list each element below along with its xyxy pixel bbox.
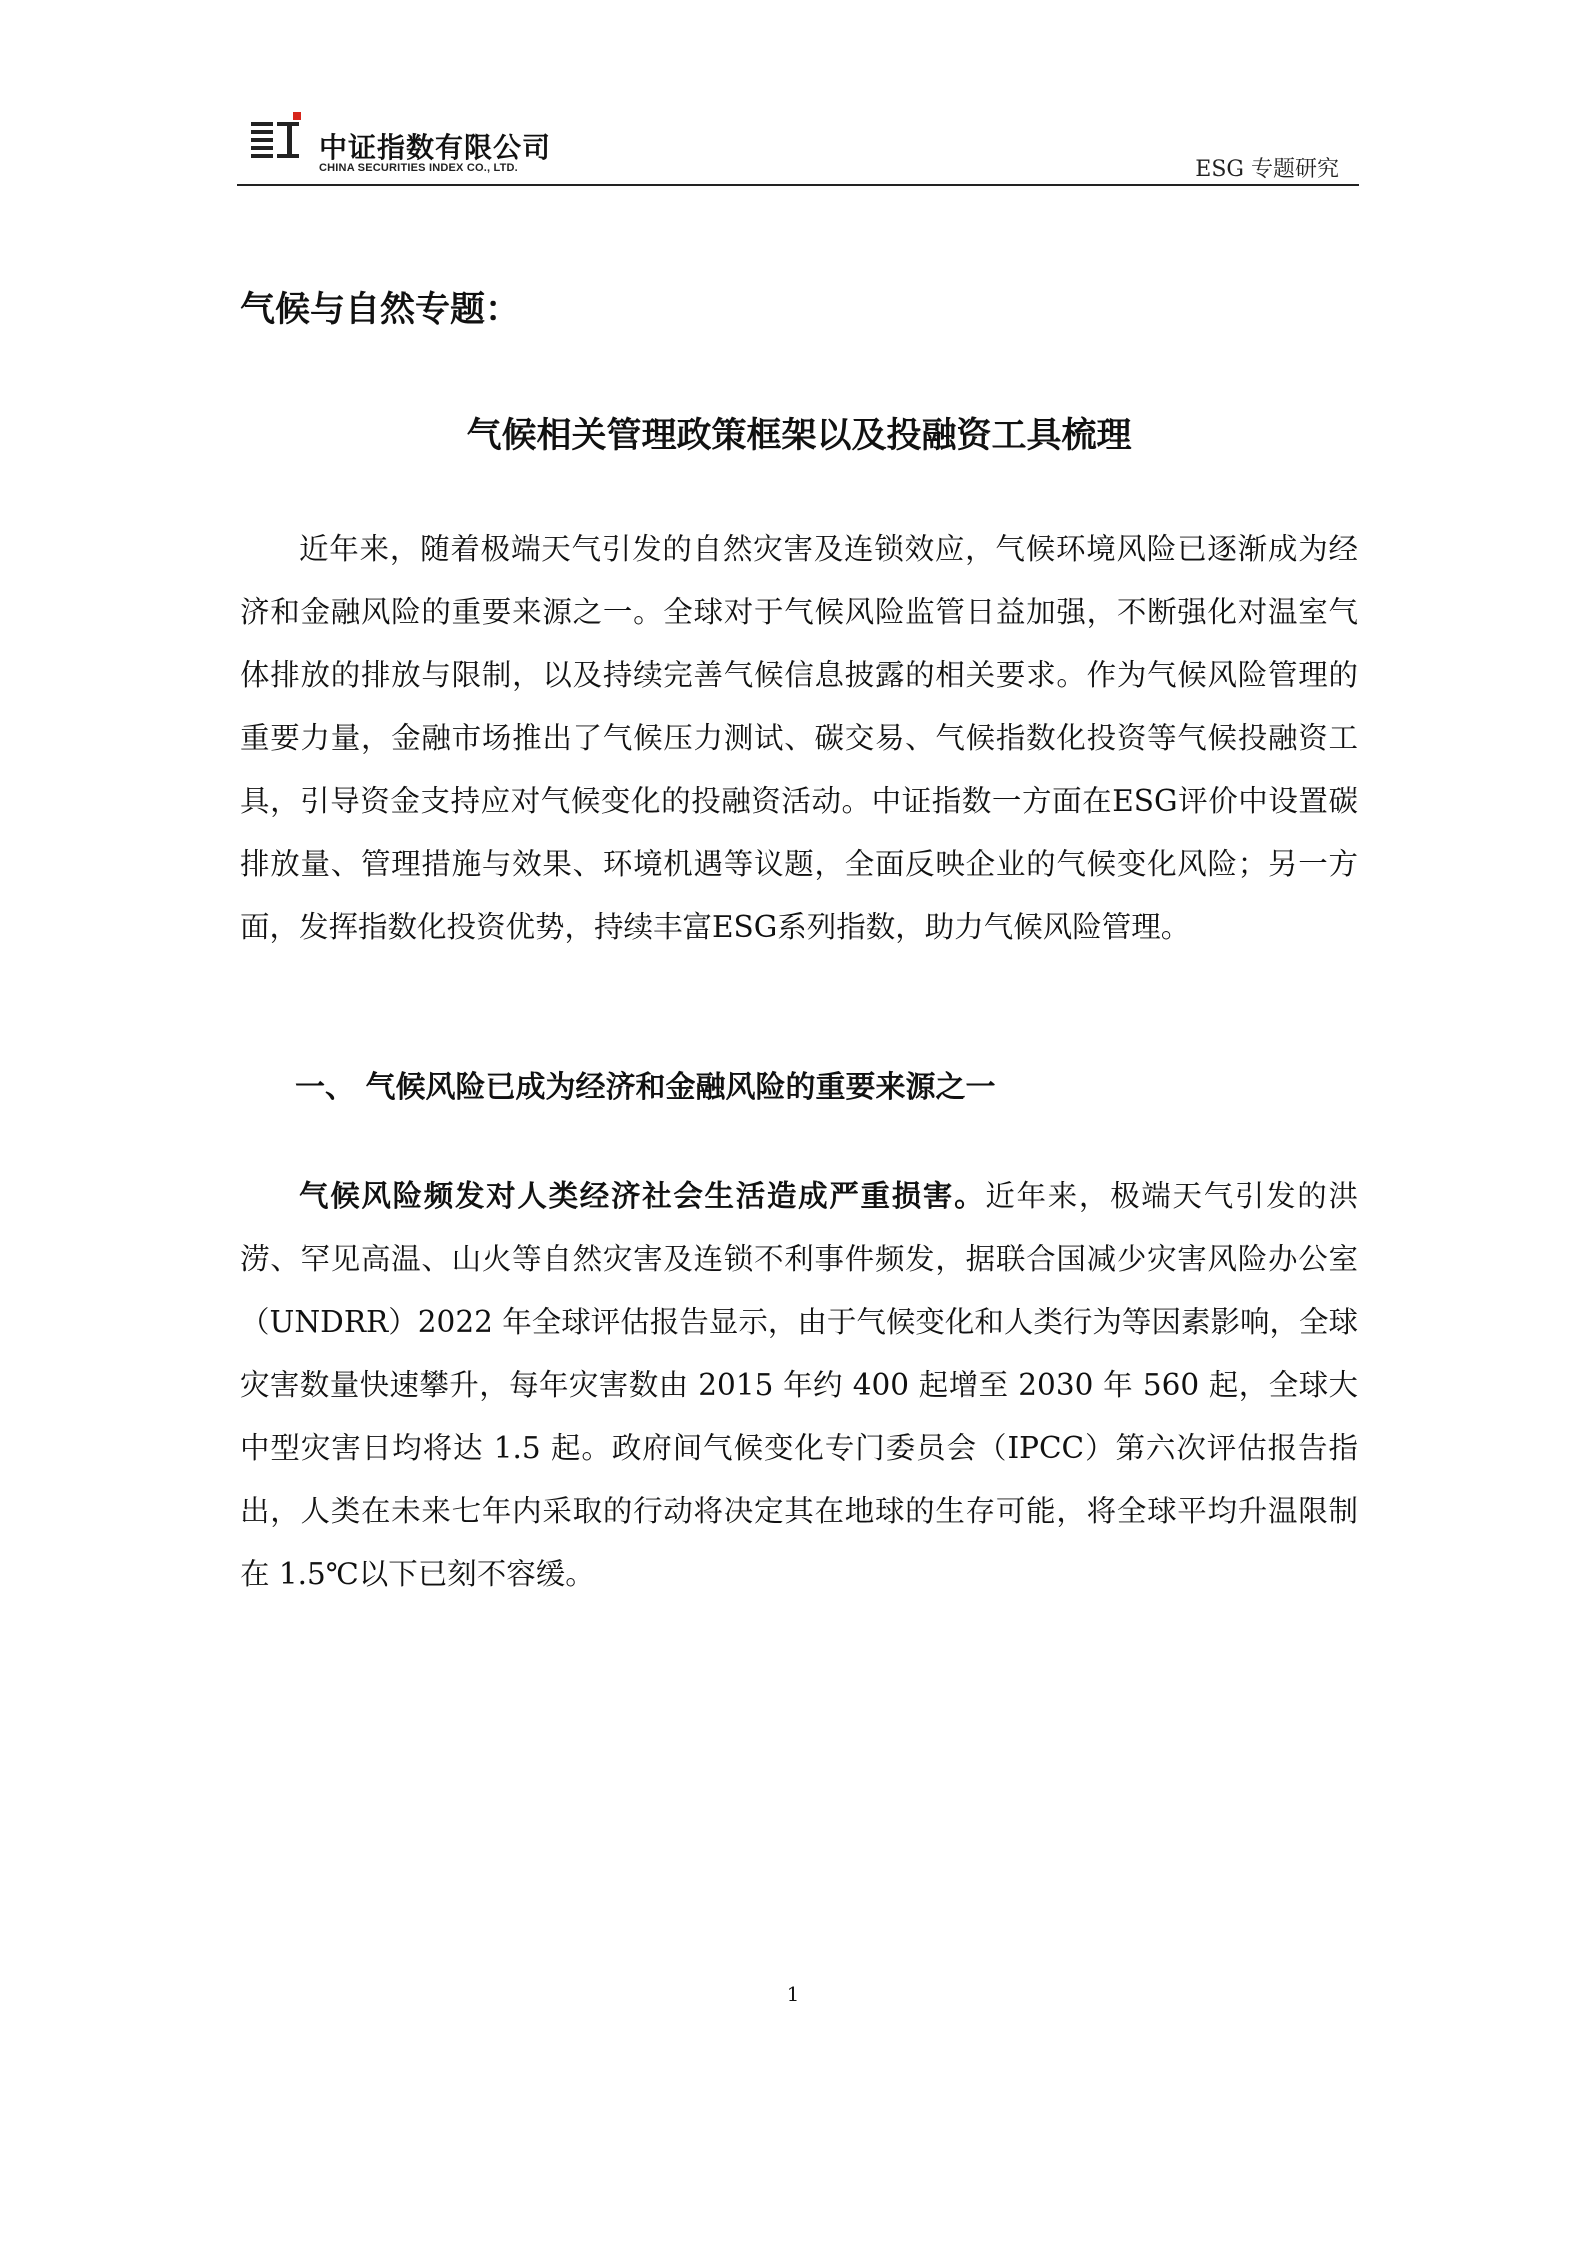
report-type-label: ESG 专题研究 <box>1195 157 1339 182</box>
csi-logo-icon <box>247 110 309 170</box>
document-title: 气候相关管理政策框架以及投融资工具梳理 <box>466 416 1132 456</box>
intro-paragraph: 近年来，随着极端天气引发的自然灾害及连锁效应，气候环境风险已逐渐成为经济和金融风险的重要来源之一。全球对于气候风险监管日益加强，不断强化对温室气体排放的排放与限制，以及持续完善气候信息披露的相关要求。作为气候风险管理的重要力量，金融市场推出了气候压力测试、碳交易、气候指数化投资等气候投融资工具，引导资金支持应对气候变化的投融资活动。中证指数一方面在ESG评价中设置碳排放量、管理措施与效果、环境机遇等议题，全面反映企业的气候变化风险；另一方面，发挥指数化投资优势，持续丰富ESG系列指数，助力气候风险管理。 <box>240 532 1358 944</box>
paragraph-body: 近年来，极端天气引发的洪涝、罕见高温、山火等自然灾害及连锁不利事件频发，据联合国减少灾害风险办公室（UNDRR）2022 年全球评估报告显示，由于气候变化和人类行为等因素影响，全球灾害数量快速攀升，每年灾害数由 2015 年约 400 起增至 2030 年 560 起，全球大中型灾害日均将达 1.5 起。政府间气候变化专门委员会（IPCC）第六次评估报告指出，人类在未来七年内采取的行动将决定其在地球的生存可能，将全球平均升温限制在 1.5℃以下已刻不容缓。 <box>240 1179 1358 1591</box>
section-heading: 一、 气候风险已成为经济和金融风险的重要来源之一 <box>295 1070 996 1105</box>
page-header <box>237 110 1359 186</box>
paragraph-lead: 气候风险频发对人类经济社会生活造成严重损害。 <box>299 1179 986 1213</box>
section-paragraph <box>240 1165 1358 1606</box>
page-number: 1 <box>786 1982 800 2006</box>
company-name-en: CHINA SECURITIES INDEX CO., LTD. <box>319 162 518 174</box>
topic-heading: 气候与自然专题： <box>240 290 521 330</box>
company-name-cn: 中证指数有限公司 <box>319 131 552 164</box>
